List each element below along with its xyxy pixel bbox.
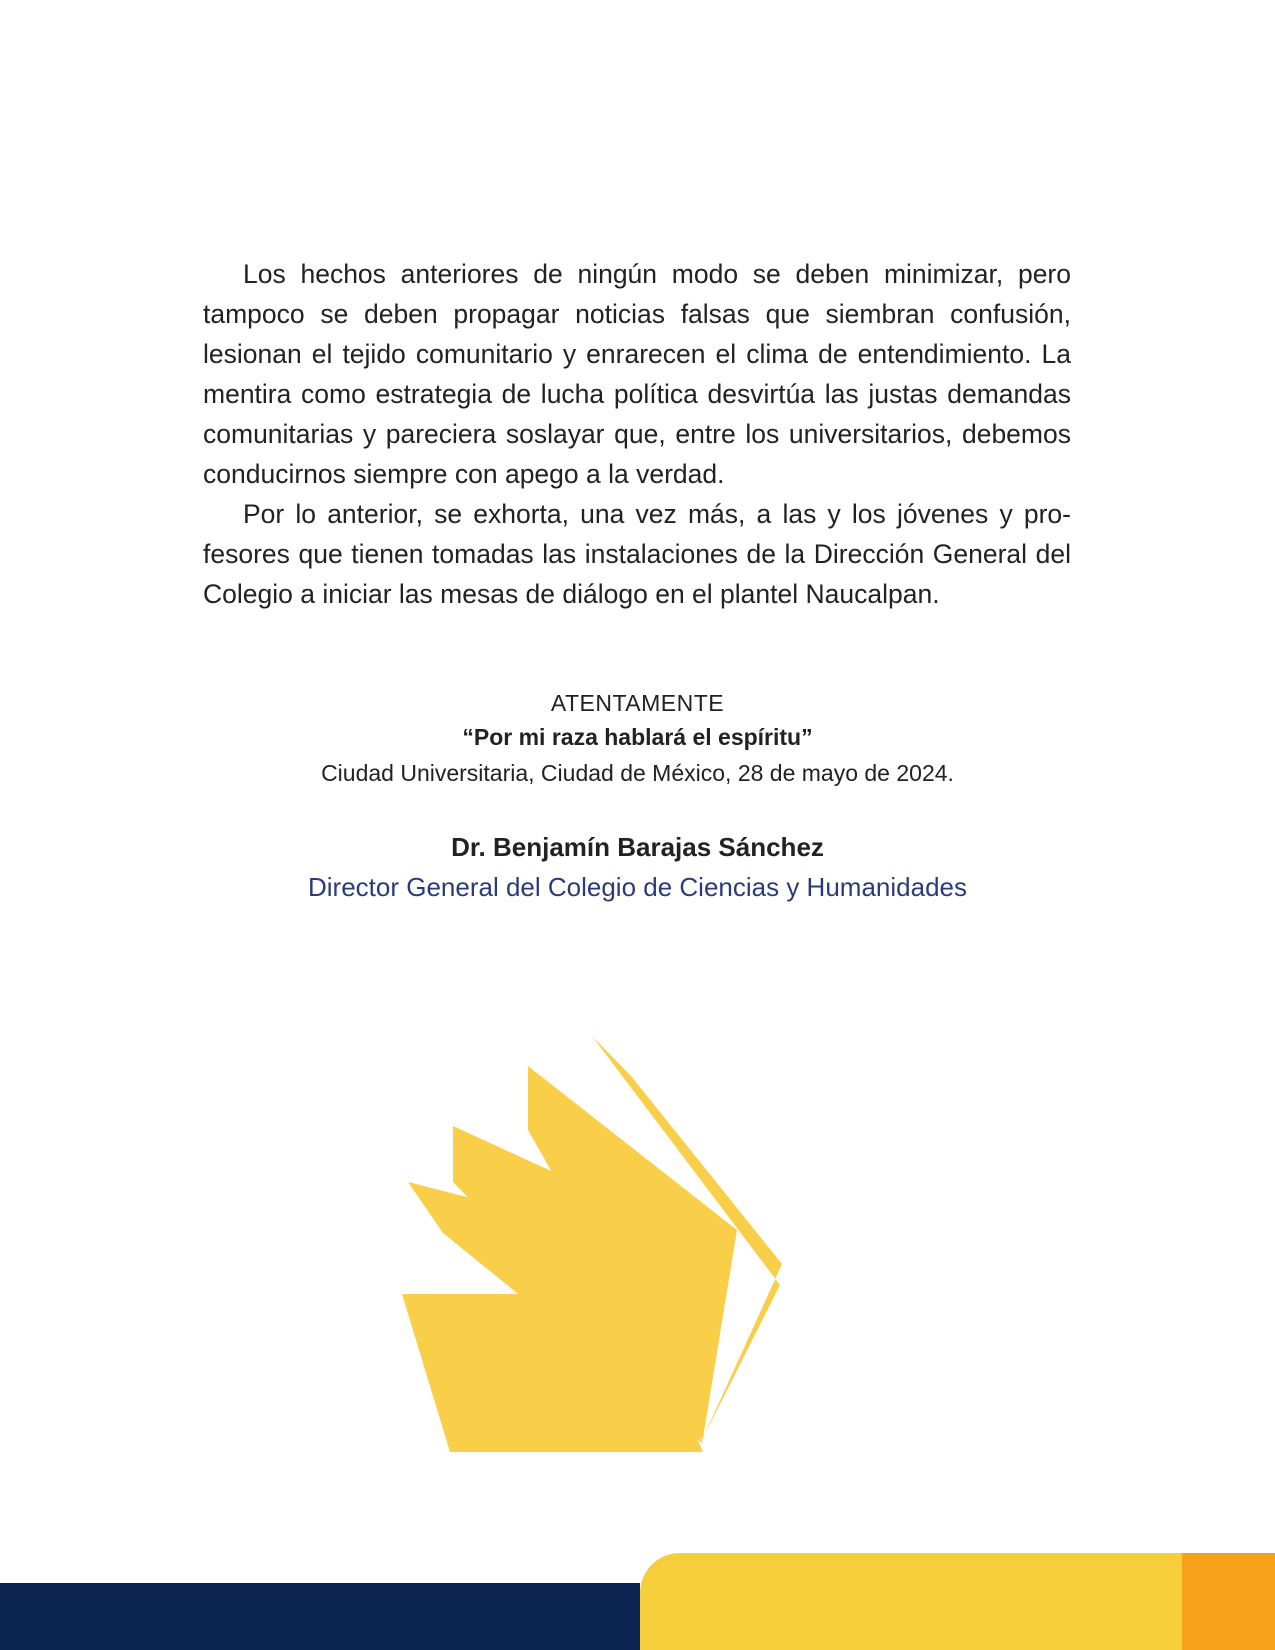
footer-orange-bar <box>1182 1553 1275 1650</box>
place-date: Ciudad Universitaria, Ciudad de México, 28 de mayo de 2024. <box>321 760 954 786</box>
signer-title: Director General del Colegio de Ciencias y Humanidades <box>307 872 967 902</box>
book-logo-icon <box>380 1020 830 1460</box>
book-logo-shapes <box>402 1036 782 1452</box>
paragraph-1: Los hechos anteriores de ningún modo se deben minimizar, pero tampoco se deben propagar noticias falsas que siembran confusión, lesionan el tejido comunitario y enrarecen el clima de entendimiento. La mentira como estrategia de lucha política desvirtúa las justas demandas comunitarias y pareciera soslayar que, entre los universitarios, debemos conducirnos siempre con apego a la verdad. <box>203 259 1071 489</box>
motto: “Por mi raza hablará el espíritu” <box>462 724 813 750</box>
footer-yellow-bar <box>640 1553 1185 1650</box>
closing-salutation: ATENTAMENTE <box>550 690 725 716</box>
paragraph-2: Por lo anterior, se exhorta, una vez más, a las y los jóvenes y profesores que tienen tomadas las instalaciones de la Dirección General del Colegio a iniciar las mesas de diálogo en el plantel Naucalpan. <box>203 499 1071 609</box>
body-text <box>203 254 1071 614</box>
footer-navy-bar <box>0 1583 640 1650</box>
signer-name: Dr. Benjamín Barajas Sánchez <box>451 832 824 862</box>
